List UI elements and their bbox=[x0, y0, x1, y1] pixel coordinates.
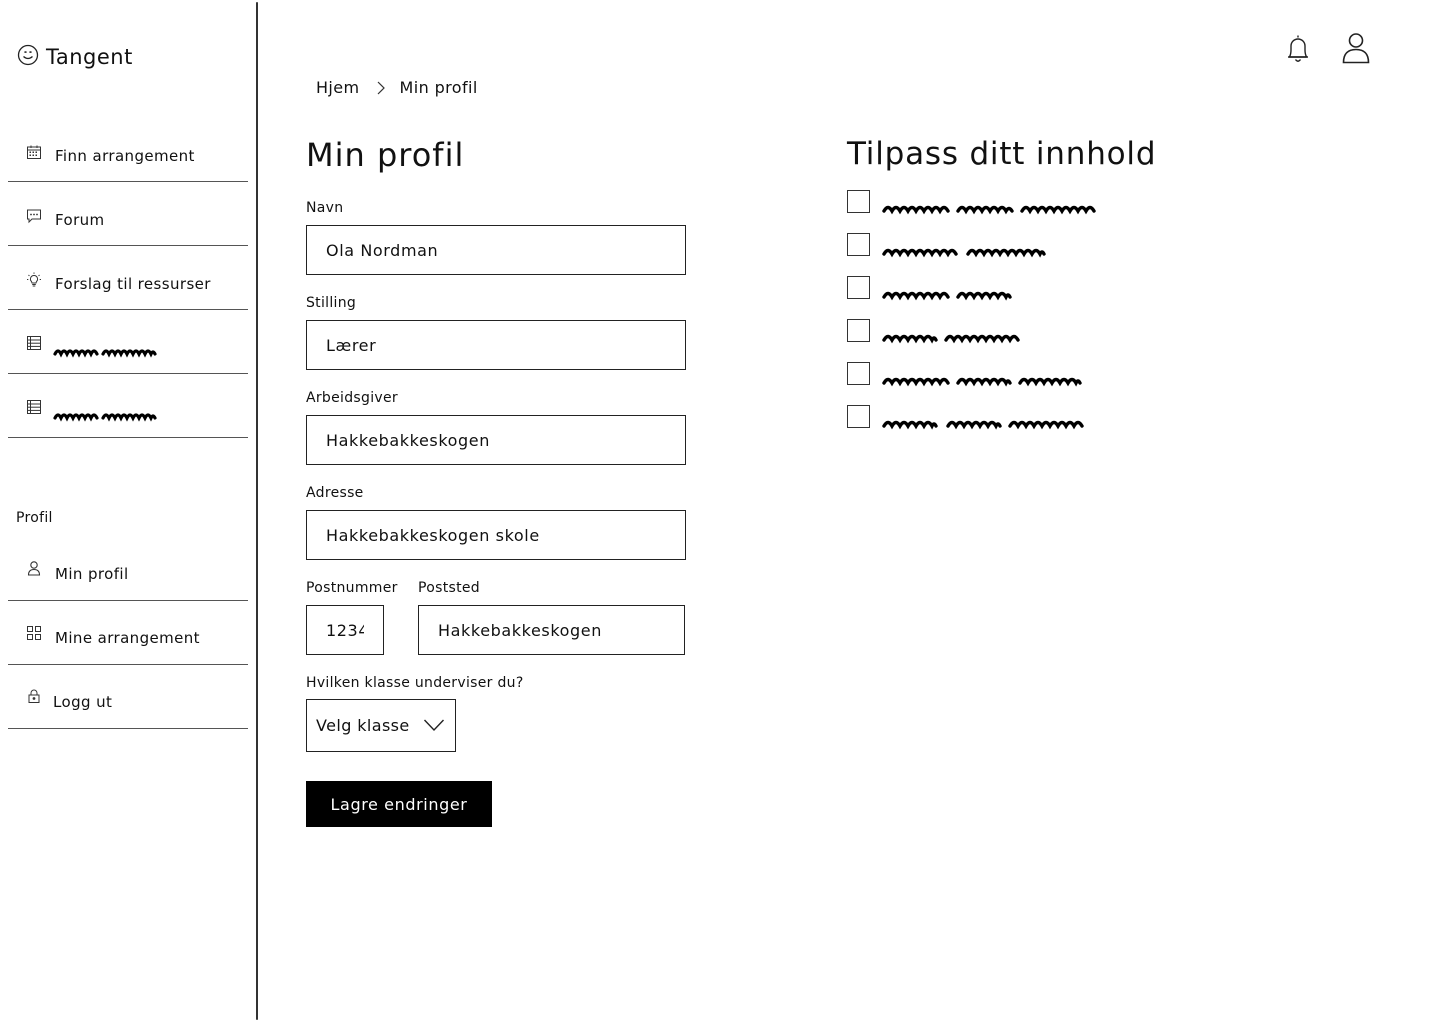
sidebar-item-label: Min profil bbox=[55, 565, 129, 583]
checkbox[interactable] bbox=[847, 319, 870, 342]
lock-icon bbox=[26, 688, 42, 704]
content-option bbox=[847, 319, 1147, 343]
sidebar-item-forum[interactable] bbox=[8, 182, 248, 246]
user-icon bbox=[26, 560, 42, 576]
position-input[interactable] bbox=[306, 320, 686, 370]
position-label: Stilling bbox=[306, 295, 357, 311]
sidebar-item-finn-arrangement[interactable] bbox=[8, 118, 248, 182]
content-prefs-title: Tilpass ditt innhold bbox=[847, 136, 1157, 172]
calendar-icon bbox=[26, 144, 42, 160]
sidebar-item-forslag-til-ressurser[interactable] bbox=[8, 246, 248, 310]
sidebar-item-label: Forum bbox=[55, 211, 105, 229]
brand-name: Tangent bbox=[46, 45, 133, 69]
breadcrumb bbox=[316, 78, 478, 97]
address-label: Adresse bbox=[306, 485, 364, 501]
redacted-text bbox=[882, 372, 1102, 391]
divider bbox=[8, 728, 248, 729]
sidebar-item-min-profil[interactable] bbox=[8, 537, 248, 601]
redacted-text bbox=[882, 329, 1102, 348]
sidebar-item-redacted-1[interactable] bbox=[8, 310, 248, 374]
city-input[interactable] bbox=[418, 605, 685, 655]
sidebar-item-label: Mine arrangement bbox=[55, 629, 200, 647]
content-option bbox=[847, 190, 1147, 214]
page-title: Min profil bbox=[306, 136, 465, 174]
grid-icon bbox=[26, 625, 42, 641]
redacted-text bbox=[882, 286, 1102, 305]
checkbox[interactable] bbox=[847, 276, 870, 299]
checkbox[interactable] bbox=[847, 190, 870, 213]
content-option bbox=[847, 362, 1147, 386]
list-icon bbox=[26, 335, 42, 351]
class-select[interactable] bbox=[306, 699, 456, 752]
sidebar-item-label: Logg ut bbox=[53, 693, 113, 711]
sidebar-divider bbox=[256, 2, 258, 1020]
sidebar-item-redacted-2[interactable] bbox=[8, 374, 248, 438]
sidebar-section-title: Profil bbox=[16, 510, 53, 526]
redacted-text bbox=[53, 343, 157, 362]
sidebar bbox=[0, 0, 258, 1024]
address-input[interactable] bbox=[306, 510, 686, 560]
name-label: Navn bbox=[306, 200, 344, 216]
postal-code-label: Postnummer bbox=[306, 580, 398, 596]
breadcrumb-home[interactable]: Hjem bbox=[316, 78, 360, 97]
sidebar-item-label: Finn arrangement bbox=[55, 147, 195, 165]
name-input[interactable] bbox=[306, 225, 686, 275]
class-select-label: Hvilken klasse underviser du? bbox=[306, 675, 524, 691]
checkbox[interactable] bbox=[847, 233, 870, 256]
account-icon[interactable] bbox=[1341, 32, 1371, 68]
content-option bbox=[847, 233, 1147, 257]
chevron-down-icon bbox=[423, 717, 445, 736]
redacted-text bbox=[882, 243, 1102, 262]
content-option bbox=[847, 276, 1147, 300]
chat-icon bbox=[26, 208, 42, 224]
employer-label: Arbeidsgiver bbox=[306, 390, 398, 406]
sidebar-item-logg-ut[interactable] bbox=[8, 665, 248, 729]
postal-code-input[interactable] bbox=[306, 605, 384, 655]
sidebar-item-label: Forslag til ressurser bbox=[55, 275, 211, 293]
divider bbox=[8, 437, 248, 438]
checkbox[interactable] bbox=[847, 405, 870, 428]
redacted-text bbox=[53, 407, 157, 426]
breadcrumb-current: Min profil bbox=[399, 78, 478, 97]
content-option bbox=[847, 405, 1147, 429]
list-icon bbox=[26, 399, 42, 415]
checkbox[interactable] bbox=[847, 362, 870, 385]
logo[interactable] bbox=[17, 44, 133, 70]
sidebar-item-mine-arrangement[interactable] bbox=[8, 601, 248, 665]
employer-input[interactable] bbox=[306, 415, 686, 465]
lightbulb-icon bbox=[26, 272, 42, 288]
save-button[interactable]: Lagre endringer bbox=[306, 781, 492, 827]
city-label: Poststed bbox=[418, 580, 480, 596]
redacted-text bbox=[882, 415, 1102, 434]
bell-icon[interactable] bbox=[1285, 32, 1311, 70]
chevron-right-icon bbox=[376, 80, 386, 96]
redacted-text bbox=[882, 200, 1102, 219]
smiley-icon bbox=[17, 44, 39, 70]
class-select-value: Velg klasse bbox=[316, 716, 410, 735]
